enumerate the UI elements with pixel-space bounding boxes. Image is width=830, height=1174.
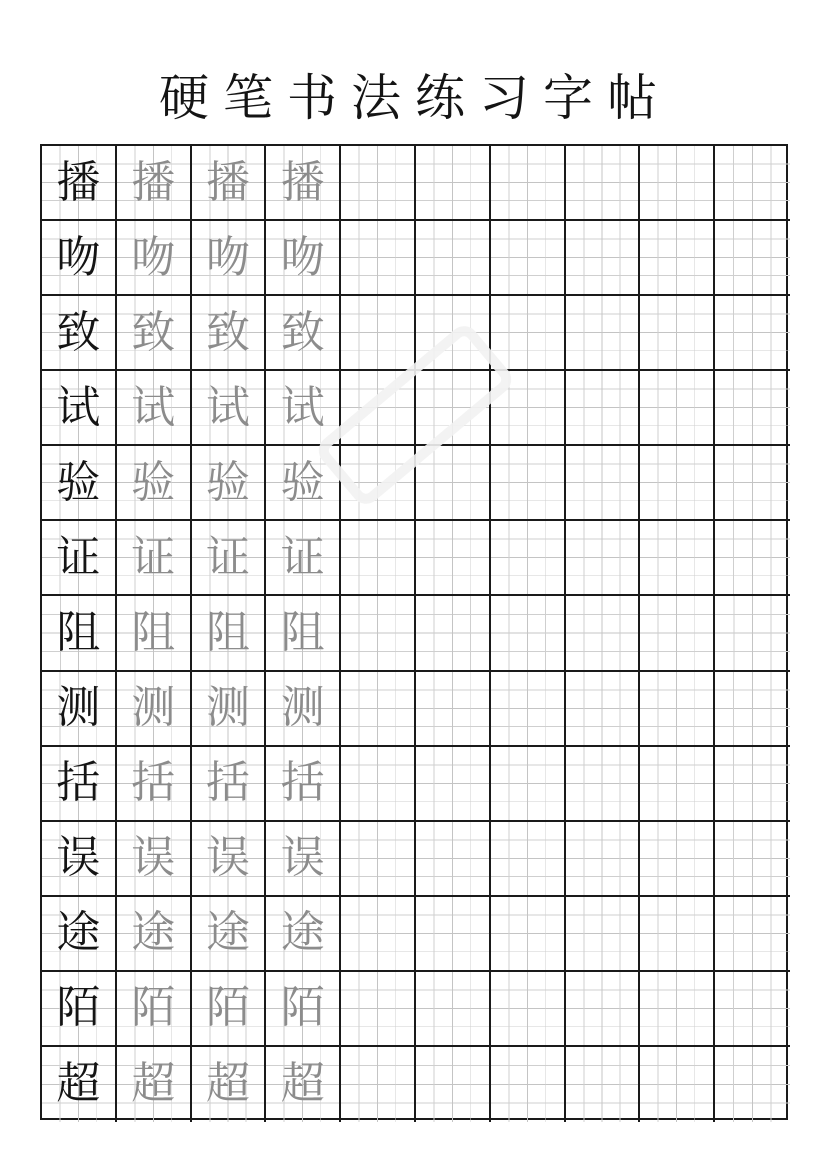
trace-character: 误 <box>205 832 250 884</box>
blank-practice-cell <box>416 446 491 521</box>
blank-practice-cell <box>715 521 790 596</box>
blank-practice-cell <box>715 1047 790 1122</box>
blank-practice-cell <box>416 1047 491 1122</box>
trace-cell <box>266 146 341 221</box>
trace-cell <box>266 296 341 371</box>
model-character: 测 <box>56 682 101 734</box>
trace-character: 陌 <box>131 982 176 1034</box>
model-character: 陌 <box>56 982 101 1034</box>
blank-practice-cell <box>416 747 491 822</box>
blank-practice-cell <box>640 672 715 747</box>
blank-practice-cell <box>566 446 641 521</box>
blank-practice-cell <box>341 1047 416 1122</box>
blank-practice-cell <box>341 747 416 822</box>
trace-cell <box>266 747 341 822</box>
trace-cell <box>192 822 267 897</box>
trace-cell <box>192 596 267 671</box>
blank-practice-cell <box>416 146 491 221</box>
trace-character: 证 <box>280 531 325 583</box>
trace-character: 陌 <box>205 982 250 1034</box>
blank-practice-cell <box>341 822 416 897</box>
trace-character: 途 <box>280 907 325 959</box>
trace-cell <box>266 1047 341 1122</box>
blank-practice-cell <box>640 371 715 446</box>
trace-cell <box>192 521 267 596</box>
blank-practice-cell <box>640 521 715 596</box>
blank-practice-cell <box>566 972 641 1047</box>
blank-practice-cell <box>715 747 790 822</box>
trace-cell <box>266 672 341 747</box>
blank-practice-cell <box>640 1047 715 1122</box>
blank-practice-cell <box>640 747 715 822</box>
trace-cell <box>192 146 267 221</box>
model-cell <box>42 446 117 521</box>
blank-practice-cell <box>491 822 566 897</box>
blank-practice-cell <box>491 146 566 221</box>
trace-character: 播 <box>280 156 325 208</box>
trace-cell <box>266 897 341 972</box>
trace-character: 试 <box>280 381 325 433</box>
blank-practice-cell <box>491 1047 566 1122</box>
trace-character: 阻 <box>131 607 176 658</box>
blank-practice-cell <box>566 747 641 822</box>
blank-practice-cell <box>416 897 491 972</box>
trace-character: 验 <box>280 456 325 508</box>
practice-grid <box>40 144 788 1120</box>
trace-cell <box>192 672 267 747</box>
model-character: 验 <box>56 456 101 508</box>
model-cell <box>42 672 117 747</box>
model-character: 播 <box>56 156 101 208</box>
blank-practice-cell <box>341 146 416 221</box>
blank-practice-cell <box>341 446 416 521</box>
trace-character: 误 <box>131 832 176 884</box>
blank-practice-cell <box>341 371 416 446</box>
blank-practice-cell <box>566 596 641 671</box>
trace-character: 途 <box>205 907 250 959</box>
trace-cell <box>117 897 192 972</box>
blank-practice-cell <box>715 672 790 747</box>
trace-character: 陌 <box>280 982 325 1034</box>
blank-practice-cell <box>715 371 790 446</box>
blank-practice-cell <box>715 972 790 1047</box>
model-character: 超 <box>56 1058 101 1110</box>
blank-practice-cell <box>566 146 641 221</box>
blank-practice-cell <box>416 672 491 747</box>
blank-practice-cell <box>416 221 491 296</box>
blank-practice-cell <box>715 446 790 521</box>
blank-practice-cell <box>566 672 641 747</box>
trace-character: 超 <box>131 1058 176 1110</box>
blank-practice-cell <box>341 521 416 596</box>
model-cell <box>42 371 117 446</box>
trace-character: 超 <box>205 1058 250 1110</box>
trace-cell <box>266 221 341 296</box>
blank-practice-cell <box>715 822 790 897</box>
trace-character: 播 <box>205 156 250 208</box>
blank-practice-cell <box>566 296 641 371</box>
trace-character: 证 <box>205 531 250 583</box>
blank-practice-cell <box>640 296 715 371</box>
trace-cell <box>117 446 192 521</box>
trace-character: 阻 <box>280 607 325 658</box>
trace-cell <box>117 221 192 296</box>
model-character: 括 <box>56 757 101 809</box>
blank-practice-cell <box>341 296 416 371</box>
trace-cell <box>117 596 192 671</box>
blank-practice-cell <box>491 446 566 521</box>
trace-cell <box>266 521 341 596</box>
blank-practice-cell <box>491 972 566 1047</box>
trace-cell <box>192 897 267 972</box>
trace-character: 超 <box>280 1058 325 1110</box>
model-cell <box>42 596 117 671</box>
blank-practice-cell <box>416 296 491 371</box>
blank-practice-cell <box>341 672 416 747</box>
blank-practice-cell <box>566 1047 641 1122</box>
trace-character: 播 <box>131 156 176 208</box>
blank-practice-cell <box>491 897 566 972</box>
page-title: 硬笔书法练习字帖 <box>159 69 671 127</box>
blank-practice-cell <box>416 972 491 1047</box>
blank-practice-cell <box>715 221 790 296</box>
trace-character: 括 <box>205 757 250 809</box>
blank-practice-cell <box>491 221 566 296</box>
blank-practice-cell <box>566 521 641 596</box>
trace-character: 测 <box>280 682 325 734</box>
blank-practice-cell <box>566 822 641 897</box>
model-cell <box>42 822 117 897</box>
model-character: 阻 <box>56 607 101 658</box>
trace-cell <box>192 371 267 446</box>
trace-character: 阻 <box>205 607 250 658</box>
blank-practice-cell <box>491 672 566 747</box>
blank-practice-cell <box>715 596 790 671</box>
blank-practice-cell <box>491 747 566 822</box>
blank-practice-cell <box>491 596 566 671</box>
blank-practice-cell <box>640 822 715 897</box>
model-cell <box>42 521 117 596</box>
blank-practice-cell <box>566 221 641 296</box>
model-character: 试 <box>56 381 101 433</box>
blank-practice-cell <box>566 897 641 972</box>
model-cell <box>42 747 117 822</box>
model-character: 误 <box>56 832 101 884</box>
trace-character: 途 <box>131 907 176 959</box>
blank-practice-cell <box>491 296 566 371</box>
trace-character: 测 <box>131 682 176 734</box>
trace-cell <box>117 972 192 1047</box>
trace-cell <box>266 822 341 897</box>
trace-character: 致 <box>205 306 250 358</box>
trace-character: 测 <box>205 682 250 734</box>
blank-practice-cell <box>640 897 715 972</box>
trace-character: 试 <box>131 381 176 433</box>
trace-cell <box>266 596 341 671</box>
blank-practice-cell <box>416 371 491 446</box>
trace-cell <box>266 446 341 521</box>
trace-character: 证 <box>131 531 176 583</box>
model-cell <box>42 221 117 296</box>
blank-practice-cell <box>341 897 416 972</box>
trace-cell <box>192 972 267 1047</box>
trace-cell <box>117 521 192 596</box>
trace-character: 试 <box>205 381 250 433</box>
trace-cell <box>192 296 267 371</box>
trace-cell <box>266 371 341 446</box>
trace-character: 括 <box>131 757 176 809</box>
blank-practice-cell <box>640 596 715 671</box>
blank-practice-cell <box>416 596 491 671</box>
blank-practice-cell <box>715 146 790 221</box>
trace-cell <box>117 371 192 446</box>
blank-practice-cell <box>491 371 566 446</box>
trace-character: 验 <box>131 456 176 508</box>
trace-cell <box>117 822 192 897</box>
model-character: 途 <box>56 907 101 959</box>
model-cell <box>42 972 117 1047</box>
model-character: 吻 <box>56 231 101 283</box>
model-cell <box>42 1047 117 1122</box>
blank-practice-cell <box>491 521 566 596</box>
trace-character: 致 <box>131 306 176 358</box>
trace-cell <box>117 672 192 747</box>
trace-character: 吻 <box>131 231 176 283</box>
blank-practice-cell <box>640 146 715 221</box>
blank-practice-cell <box>640 972 715 1047</box>
blank-practice-cell <box>416 822 491 897</box>
blank-practice-cell <box>715 897 790 972</box>
trace-cell <box>117 146 192 221</box>
blank-practice-cell <box>640 221 715 296</box>
model-cell <box>42 146 117 221</box>
trace-cell <box>117 296 192 371</box>
blank-practice-cell <box>341 596 416 671</box>
trace-character: 误 <box>280 832 325 884</box>
trace-character: 致 <box>280 306 325 358</box>
blank-practice-cell <box>416 521 491 596</box>
blank-practice-cell <box>566 371 641 446</box>
trace-cell <box>192 747 267 822</box>
trace-cell <box>266 972 341 1047</box>
model-character: 证 <box>56 531 101 583</box>
trace-character: 吻 <box>205 231 250 283</box>
trace-character: 吻 <box>280 231 325 283</box>
blank-practice-cell <box>715 296 790 371</box>
trace-character: 验 <box>205 456 250 508</box>
trace-cell <box>192 1047 267 1122</box>
model-cell <box>42 296 117 371</box>
blank-practice-cell <box>341 972 416 1047</box>
trace-cell <box>117 747 192 822</box>
model-cell <box>42 897 117 972</box>
model-character: 致 <box>56 306 101 358</box>
trace-cell <box>192 446 267 521</box>
blank-practice-cell <box>341 221 416 296</box>
trace-cell <box>192 221 267 296</box>
trace-character: 括 <box>280 757 325 809</box>
blank-practice-cell <box>640 446 715 521</box>
trace-cell <box>117 1047 192 1122</box>
